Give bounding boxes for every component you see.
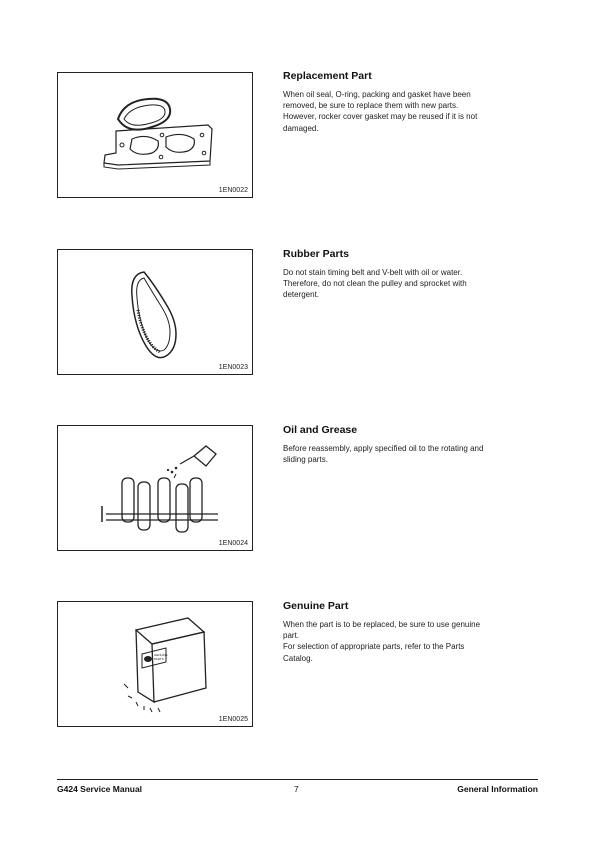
figure-code: 1EN0025 (218, 716, 248, 723)
parts-box-illustration (58, 602, 254, 728)
belt-illustration (58, 250, 254, 376)
section-title: Oil and Grease (283, 424, 358, 436)
figure-code: 1EN0024 (218, 540, 248, 547)
section-genuine-part (283, 600, 533, 664)
section-replacement-part (283, 70, 533, 134)
section-title: Rubber Parts (283, 248, 349, 260)
figure-gasket (57, 72, 253, 198)
figure-genuine-box (57, 601, 253, 727)
section-title: Replacement Part (283, 70, 372, 82)
footer-page-number: 7 (294, 784, 299, 794)
crankshaft-illustration (58, 426, 254, 552)
figure-code: 1EN0023 (218, 364, 248, 371)
gasket-illustration (58, 73, 254, 199)
section-body: When oil seal, O-ring, packing and gasket have been removed, be sure to replace them with new parts. However, rocker cover gasket may be reused if it is not damaged. (283, 90, 478, 133)
section-title: Genuine Part (283, 600, 349, 612)
svg-text:PARTS: PARTS (154, 657, 164, 661)
section-body: When the part is to be replaced, be sure to use genuine part. For selection of appropriate parts, refer to the Parts Catalog. (283, 620, 481, 663)
figure-crankshaft (57, 425, 253, 551)
section-oil-and-grease (283, 424, 533, 465)
footer-chapter-title: General Information (457, 784, 538, 794)
footer-manual-title: G424 Service Manual (57, 784, 143, 794)
footer-rule (57, 779, 538, 780)
section-rubber-parts (283, 248, 533, 301)
figure-code: 1EN0022 (218, 187, 248, 194)
section-body: Do not stain timing belt and V-belt with oil or water. Therefore, do not clean the pulley and sprocket with detergent. (283, 268, 467, 300)
section-body: Before reassembly, apply specified oil to the rotating and sliding parts. (283, 444, 484, 465)
figure-belt (57, 249, 253, 375)
svg-text:GENUINE: GENUINE (154, 653, 168, 657)
